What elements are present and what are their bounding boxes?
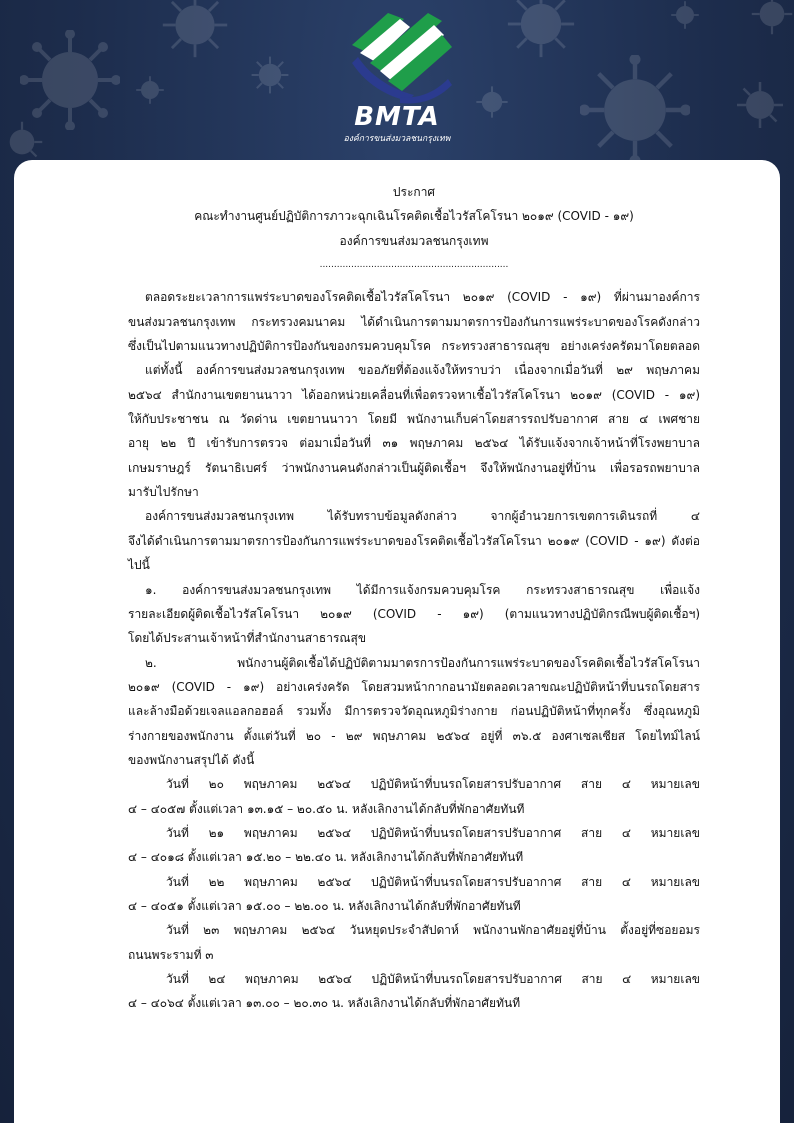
- paragraph-line: ซึ่งเป็นไปตามแนวทางปฏิบัติการป้องกันของกรมควบคุมโรค กระทรวงสาธารณสุข อย่างเคร่งครัดมาโดยตลอด: [128, 339, 700, 354]
- paragraph-line: องค์การขนส่งมวลชนกรุงเทพ ได้รับทราบข้อมูลดังกล่าว จากผู้อำนวยการเขตการเดินรถที่ ๔: [145, 509, 700, 524]
- timeline-line: ๔ – ๔๐๕๗ ตั้งแต่เวลา ๑๓.๑๕ – ๒๐.๕๐ น. หลังเลิกงานได้กลับที่พักอาศัยทันที: [128, 801, 525, 816]
- paragraph-line: ของพนักงานสรุปได้ ดังนี้: [128, 752, 255, 767]
- announcement-organization: องค์การขนส่งมวลชนกรุงเทพ: [339, 233, 489, 248]
- timeline-line: วันที่ ๒๐ พฤษภาคม ๒๕๖๔ ปฏิบัติหน้าที่บนรถโดยสารปรับอากาศ สาย ๔ หมายเลข: [166, 777, 700, 792]
- paragraph-line: จึงได้ดำเนินการตามมาตรการป้องกันการแพร่ระบาดของโรคติดเชื้อไวรัสโคโรนา ๒๐๑๙ (COVID - ๑๙) ดังต่อไปนี้: [128, 533, 700, 573]
- virus-decoration-icon: [135, 75, 165, 105]
- paragraph-line: เกษมราษฎร์ รัตนาธิเบศร์ ว่าพนักงานคนดังกล่าวเป็นผู้ติดเชื้อฯ จึงให้พนักงานอยู่ที่บ้าน เพื่อรอรถพยาบาล: [128, 460, 700, 475]
- timeline-line: วันที่ ๒๑ พฤษภาคม ๒๕๖๔ ปฏิบัติหน้าที่บนรถโดยสารปรับอากาศ สาย ๔ หมายเลข: [166, 825, 700, 840]
- virus-decoration-icon: [580, 55, 690, 165]
- virus-decoration-icon: [250, 55, 290, 95]
- announcement-separator: ..................................................................: [319, 260, 509, 271]
- timeline-line: ถนนพระรามที่ ๓: [128, 947, 214, 962]
- announcement-document: [128, 180, 700, 1016]
- paragraph-line: ตลอดระยะเวลาการแพร่ระบาดของโรคติดเชื้อไวรัสโคโรนา ๒๐๑๙ (COVID - ๑๙) ที่ผ่านมาองค์การ: [145, 290, 700, 305]
- timeline-line: ๔ – ๔๐๑๘ ตั้งแต่เวลา ๑๕.๒๐ – ๒๒.๔๐ น. หลังเลิกงานได้กลับที่พักอาศัยทันที: [128, 850, 524, 865]
- timeline-line: ๔ – ๔๐๖๔ ตั้งแต่เวลา ๑๓.๐๐ – ๒๐.๓๐ น. หลังเลิกงานได้กลับที่พักอาศัยทันที: [128, 996, 521, 1011]
- paragraph-line: แต่ทั้งนี้ องค์การขนส่งมวลชนกรุงเทพ ขออภัยที่ต้องแจ้งให้ทราบว่า เนื่องจากเมื่อวันที่ ๒๙ พฤษภาคม: [145, 363, 700, 378]
- paragraph-line: ๒๐๑๙ (COVID - ๑๙) อย่างเคร่งครัด โดยสวมหน้ากากอนามัยตลอดเวลาขณะปฏิบัติหน้าที่บนรถโดยสาร: [128, 679, 700, 694]
- paragraph-line: ให้กับประชาชน ณ วัดด่าน เขตยานนาวา โดยมี พนักงานเก็บค่าโดยสารรถปรับอากาศ สาย ๔ เพศชาย: [128, 412, 700, 427]
- virus-decoration-icon: [160, 0, 230, 60]
- virus-decoration-icon: [0, 120, 44, 164]
- virus-decoration-icon: [505, 0, 577, 60]
- virus-decoration-icon: [670, 0, 700, 30]
- virus-decoration-icon: [735, 80, 785, 130]
- virus-decoration-icon: [750, 0, 794, 36]
- virus-decoration-icon: [20, 30, 120, 130]
- paragraph-line: ๒. พนักงานผู้ติดเชื้อได้ปฏิบัติตามมาตรการป้องกันการแพร่ระบาดของโรคติดเชื้อไวรัสโคโรนา: [145, 655, 700, 670]
- virus-decoration-icon: [475, 85, 509, 119]
- paragraph-line: ๑. องค์การขนส่งมวลชนกรุงเทพ ได้มีการแจ้งกรมควบคุมโรค กระทรวงสาธารณสุข เพื่อแจ้ง: [145, 582, 700, 597]
- timeline-line: วันที่ ๒๓ พฤษภาคม ๒๕๖๔ วันหยุดประจำสัปดาห์ พนักงานพักอาศัยอยู่ที่บ้าน ตั้งอยู่ที่ซอยอมร: [166, 923, 700, 938]
- bmta-logo: [330, 5, 464, 147]
- paragraph-line: โดยได้ประสานเจ้าหน้าที่สำนักงานสาธารณสุข: [128, 631, 367, 646]
- paragraph-line: อายุ ๒๒ ปี เข้ารับการตรวจ ต่อมาเมื่อวันที่ ๓๑ พฤษภาคม ๒๕๖๔ ได้รับแจ้งจากเจ้าหน้าที่โรงพยาบาล: [128, 436, 700, 451]
- timeline-line: วันที่ ๒๔ พฤษภาคม ๒๕๖๔ ปฏิบัติหน้าที่บนรถโดยสารปรับอากาศ สาย ๔ หมายเลข: [166, 972, 700, 986]
- paragraph-line: ๒๕๖๔ สำนักงานเขตยานนาวา ได้ออกหน่วยเคลื่อนที่เพื่อตรวจหาเชื้อไวรัสโคโรนา ๒๐๑๙ (COVID - ๑๙): [128, 387, 700, 402]
- timeline-line: ๔ – ๔๐๕๑ ตั้งแต่เวลา ๑๕.๐๐ – ๒๒.๐๐ น. หลังเลิกงานได้กลับที่พักอาศัยทันที: [128, 898, 521, 913]
- timeline-line: วันที่ ๒๒ พฤษภาคม ๒๕๖๔ ปฏิบัติหน้าที่บนรถโดยสารปรับอากาศ สาย ๔ หมายเลข: [166, 874, 700, 889]
- paragraph-line: มารับไปรักษา: [128, 485, 199, 500]
- bmta-logo-mark-icon: [330, 5, 464, 105]
- paragraph-line: และล้างมือด้วยเจลแอลกอฮอล์ รวมทั้ง มีการตรวจวัดอุณหภูมิร่างกาย ก่อนปฏิบัติหน้าที่ทุกครั้ง ซึ่งอุณหภูมิ: [128, 704, 700, 719]
- paragraph-line: รายละเอียดผู้ติดเชื้อไวรัสโคโรนา ๒๐๑๙ (COVID - ๑๙) (ตามแนวทางปฏิบัติกรณีพบผู้ติดเชื้อฯ): [128, 606, 700, 621]
- logo-subtitle: องค์การขนส่งมวลชนกรุงเทพ: [343, 134, 451, 144]
- paragraph-line: ขนส่งมวลชนกรุงเทพ กระทรวงคมนาคม ได้ดำเนินการตามมาตรการป้องกันการแพร่ระบาดของโรคดังกล่าว: [128, 314, 700, 329]
- logo-wordmark: BMTA: [354, 102, 440, 132]
- announcement-heading: ประกาศ: [392, 185, 436, 199]
- paragraph-line: ร่างกายของพนักงาน ตั้งแต่วันที่ ๒๐ - ๒๙ พฤษภาคม ๒๕๖๔ อยู่ที่ ๓๖.๕ องศาเซลเซียส โดยไทม์ไลน์: [128, 728, 700, 743]
- announcement-title: คณะทำงานศูนย์ปฏิบัติการภาวะฉุกเฉินโรคติดเชื้อไวรัสโคโรนา ๒๐๑๙ (COVID - ๑๙): [194, 209, 634, 224]
